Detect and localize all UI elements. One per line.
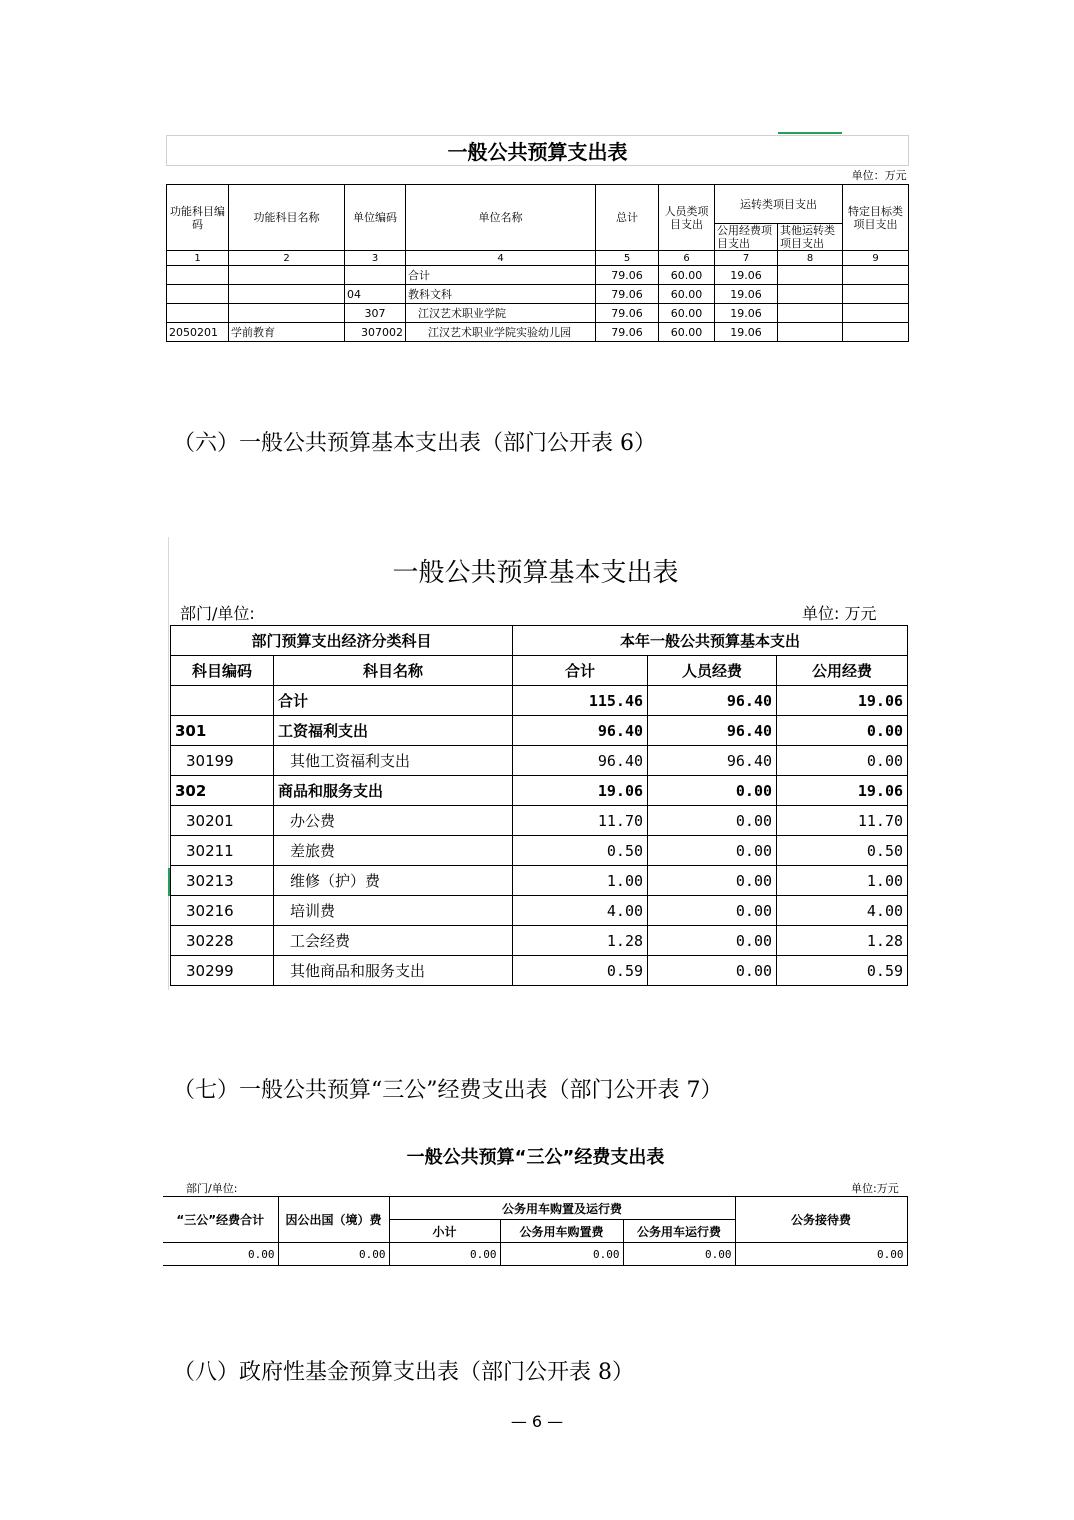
cell-code: 30216 — [171, 896, 274, 926]
table-row — [167, 304, 909, 323]
cell-public: 19.06 — [777, 686, 908, 716]
cell-unit-code: 307002 — [345, 323, 406, 342]
cell-name: 合计 — [274, 686, 513, 716]
header-total: 合计 — [513, 656, 648, 686]
table1-title: 一般公共预算支出表 — [167, 136, 909, 166]
table-row — [171, 806, 908, 836]
cell-name: 工会经费 — [274, 926, 513, 956]
cell-total: 11.70 — [513, 806, 648, 836]
table3-dept-label: 部门/单位: — [186, 1182, 238, 1195]
cell-unit-code: 307 — [345, 304, 406, 323]
cell-code: 30211 — [171, 836, 274, 866]
table2-unit-label: 单位: 万元 — [802, 604, 877, 623]
col-number: 4 — [406, 251, 596, 266]
cell-unit-name: 江汉艺术职业学院 — [406, 304, 596, 323]
cell-personnel: 96.40 — [648, 746, 777, 776]
section-6-heading: （六）一般公共预算基本支出表（部门公开表 6） — [173, 431, 656, 456]
header-reception: 公务接待费 — [735, 1197, 907, 1243]
cell-personnel: 0.00 — [648, 776, 777, 806]
cell-personnel: 0.00 — [648, 866, 777, 896]
cell-personnel: 0.00 — [648, 806, 777, 836]
table-row — [171, 746, 908, 776]
cell-public: 19.06 — [777, 776, 908, 806]
cell-personnel: 0.00 — [648, 926, 777, 956]
cell-name: 工资福利支出 — [274, 716, 513, 746]
three-public-expense-table — [163, 1196, 908, 1266]
cell-unit-code: 04 — [345, 285, 406, 304]
cell-operate: 0.00 — [623, 1243, 735, 1266]
cell-public: 19.06 — [715, 266, 778, 285]
header-personnel: 人员类项目支出 — [659, 185, 715, 251]
cell-reception: 0.00 — [735, 1243, 907, 1266]
table-row — [171, 836, 908, 866]
table-row — [171, 716, 908, 746]
cell-total: 79.06 — [596, 304, 659, 323]
cell-total: 19.06 — [513, 776, 648, 806]
cell-total: 96.40 — [513, 746, 648, 776]
table2-dept-label: 部门/单位: — [180, 604, 255, 623]
cell-total: 79.06 — [596, 285, 659, 304]
col-number: 3 — [345, 251, 406, 266]
cell-unit-name: 江汉艺术职业学院实验幼儿园 — [406, 323, 596, 342]
cell-personnel: 60.00 — [659, 304, 715, 323]
table-row — [171, 776, 908, 806]
cell-total: 115.46 — [513, 686, 648, 716]
col-number: 9 — [843, 251, 909, 266]
header-other-transfer: 其他运转类项目支出 — [778, 224, 843, 251]
header-total: 总计 — [596, 185, 659, 251]
col-number: 1 — [167, 251, 229, 266]
cell-func-name — [229, 304, 345, 323]
cell-abroad: 0.00 — [278, 1243, 389, 1266]
col-number: 8 — [778, 251, 843, 266]
cell-total: 79.06 — [596, 266, 659, 285]
table3-unit-label: 单位:万元 — [851, 1182, 899, 1195]
cell-public: 19.06 — [715, 323, 778, 342]
col-number: 5 — [596, 251, 659, 266]
header-abroad: 因公出国（境）费 — [278, 1197, 389, 1243]
cell-code: 30199 — [171, 746, 274, 776]
cell-func-code — [167, 304, 229, 323]
cell-name: 办公费 — [274, 806, 513, 836]
cell-special — [843, 285, 909, 304]
cell-code: 30299 — [171, 956, 274, 986]
table-row — [171, 896, 908, 926]
cell-subtotal: 0.00 — [389, 1243, 500, 1266]
cell-name: 其他工资福利支出 — [274, 746, 513, 776]
table-row — [163, 1243, 907, 1266]
cell-public: 4.00 — [777, 896, 908, 926]
cell-public: 0.00 — [777, 746, 908, 776]
cell-public: 1.28 — [777, 926, 908, 956]
header-public: 公用经费 — [777, 656, 908, 686]
table1-unit: 单位：万元 — [851, 169, 907, 182]
header-public-funds: 公用经费项目支出 — [715, 224, 778, 251]
header-func-code: 功能科目编码 — [167, 185, 229, 251]
table3-title: 一般公共预算“三公”经费支出表 — [406, 1147, 665, 1168]
cell-personnel: 96.40 — [648, 716, 777, 746]
cell-unit-name: 教科文科 — [406, 285, 596, 304]
header-three-public-total: “三公”经费合计 — [163, 1197, 278, 1243]
cell-special — [843, 266, 909, 285]
cell-other — [778, 304, 843, 323]
col-number: 2 — [229, 251, 345, 266]
header-unit-code: 单位编码 — [345, 185, 406, 251]
table-row — [171, 866, 908, 896]
cell-purchase: 0.00 — [500, 1243, 623, 1266]
header-subtotal: 小计 — [389, 1220, 500, 1243]
header-econ-class: 部门预算支出经济分类科目 — [171, 626, 513, 656]
selection-marker — [778, 132, 842, 134]
cell-func-code: 2050201 — [167, 323, 229, 342]
page-number: — 6 — — [510, 1412, 564, 1431]
cell-func-name — [229, 285, 345, 304]
header-personnel: 人员经费 — [648, 656, 777, 686]
cell-personnel: 0.00 — [648, 896, 777, 926]
table-row — [171, 686, 908, 716]
cell-func-name: 学前教育 — [229, 323, 345, 342]
cell-total: 4.00 — [513, 896, 648, 926]
cell-public: 1.00 — [777, 866, 908, 896]
cell-personnel: 60.00 — [659, 323, 715, 342]
header-code: 科目编码 — [171, 656, 274, 686]
header-transfer-group: 运转类项目支出 — [715, 185, 843, 224]
cell-public: 0.00 — [777, 716, 908, 746]
cell-personnel: 96.40 — [648, 686, 777, 716]
sheet-edge — [168, 537, 169, 990]
cell-unit-name: 合计 — [406, 266, 596, 285]
col-number: 7 — [715, 251, 778, 266]
cell-special — [843, 304, 909, 323]
header-vehicle-purchase: 公务用车购置费 — [500, 1220, 623, 1243]
cell-personnel: 60.00 — [659, 285, 715, 304]
header-special: 特定目标类项目支出 — [843, 185, 909, 251]
cell-code: 30228 — [171, 926, 274, 956]
table-row — [171, 956, 908, 986]
cell-total: 0.59 — [513, 956, 648, 986]
cell-func-code — [167, 266, 229, 285]
cell-total: 0.50 — [513, 836, 648, 866]
cell-total: 1.00 — [513, 866, 648, 896]
cell-unit-code — [345, 266, 406, 285]
cell-special — [843, 323, 909, 342]
table-row — [171, 926, 908, 956]
cell-public: 19.06 — [715, 285, 778, 304]
cell-name: 其他商品和服务支出 — [274, 956, 513, 986]
header-vehicle-operate: 公务用车运行费 — [623, 1220, 735, 1243]
table-row — [167, 285, 909, 304]
cell-other — [778, 323, 843, 342]
cell-name: 培训费 — [274, 896, 513, 926]
cell-func-code — [167, 285, 229, 304]
cell-code: 30213 — [171, 866, 274, 896]
cell-name: 维修（护）费 — [274, 866, 513, 896]
cell-func-name — [229, 266, 345, 285]
header-unit-name: 单位名称 — [406, 185, 596, 251]
cell-code — [171, 686, 274, 716]
cell-personnel: 60.00 — [659, 266, 715, 285]
table-row — [167, 323, 909, 342]
table2-title: 一般公共预算基本支出表 — [392, 558, 679, 588]
cell-personnel: 0.00 — [648, 956, 777, 986]
cell-other — [778, 285, 843, 304]
cell-total: 1.28 — [513, 926, 648, 956]
cell-total: 0.00 — [163, 1243, 278, 1266]
header-basic-expense: 本年一般公共预算基本支出 — [513, 626, 908, 656]
cell-code: 301 — [171, 716, 274, 746]
cell-code: 30201 — [171, 806, 274, 836]
cell-personnel: 0.00 — [648, 836, 777, 866]
general-budget-expense-table — [166, 135, 909, 342]
cell-public: 11.70 — [777, 806, 908, 836]
cell-public: 0.59 — [777, 956, 908, 986]
section-7-heading: （七）一般公共预算“三公”经费支出表（部门公开表 7） — [173, 1078, 723, 1103]
table-row — [167, 266, 909, 285]
cell-code: 302 — [171, 776, 274, 806]
section-8-heading: （八）政府性基金预算支出表（部门公开表 8） — [173, 1360, 634, 1385]
cell-name: 差旅费 — [274, 836, 513, 866]
cell-total: 96.40 — [513, 716, 648, 746]
cell-total: 79.06 — [596, 323, 659, 342]
header-vehicle: 公务用车购置及运行费 — [389, 1197, 735, 1220]
basic-expense-table — [170, 625, 908, 986]
cell-other — [778, 266, 843, 285]
cell-public: 0.50 — [777, 836, 908, 866]
header-func-name: 功能科目名称 — [229, 185, 345, 251]
cell-name: 商品和服务支出 — [274, 776, 513, 806]
col-number: 6 — [659, 251, 715, 266]
cell-public: 19.06 — [715, 304, 778, 323]
header-name: 科目名称 — [274, 656, 513, 686]
